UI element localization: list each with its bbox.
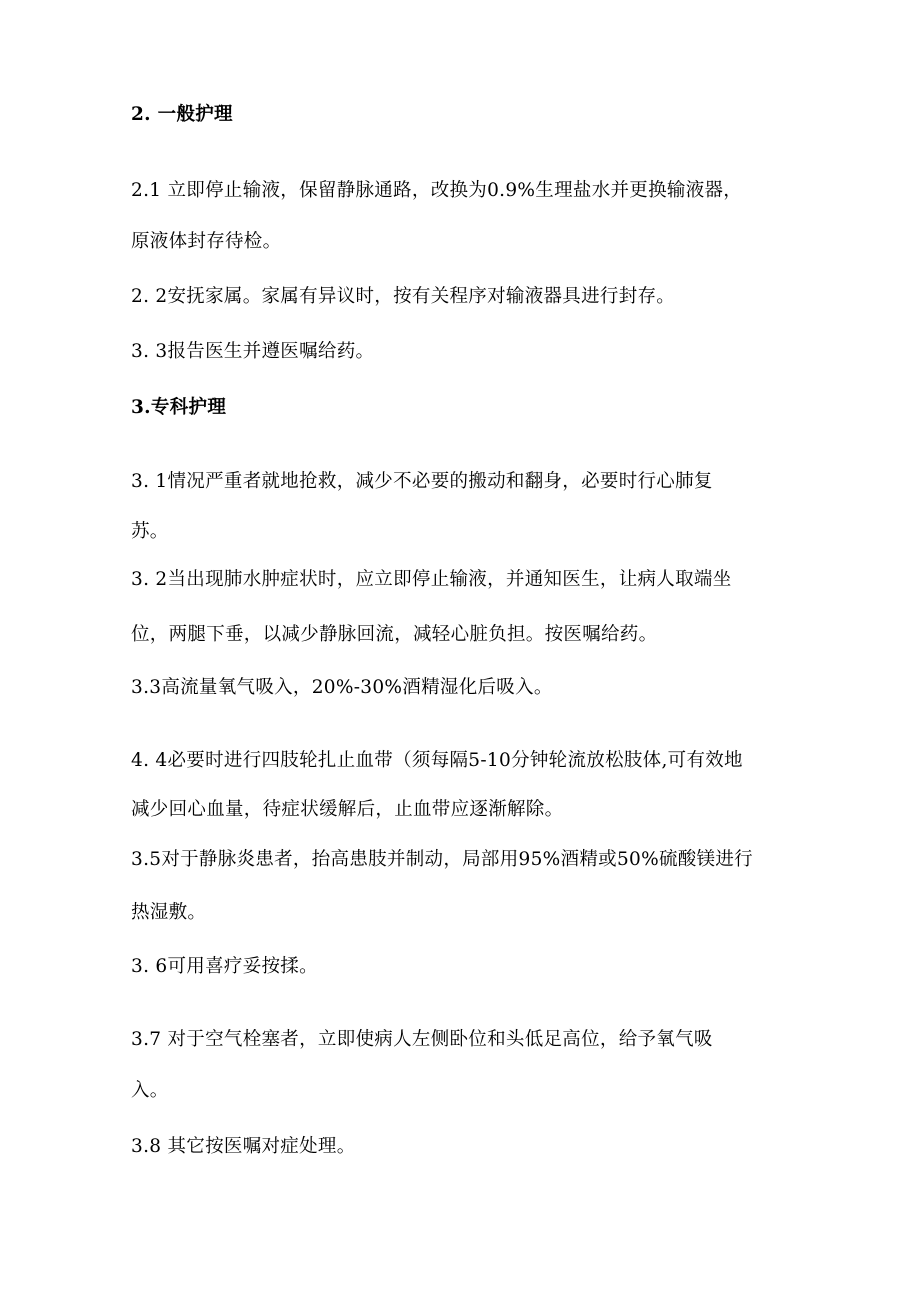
paragraph-line: 3. 2当出现肺水肿症状时，应立即停止输液，并通知医生，让病人取端坐 [131, 569, 732, 590]
paragraph-line: 2.1 立即停止输液，保留静脉通路，改换为0.9%生理盐水并更换输液器， [131, 180, 743, 201]
paragraph-line: 位，两腿下垂，以减少静脉回流，减轻心脏负担。按医嘱给药。 [131, 624, 658, 645]
paragraph-line: 3. 6可用喜疗妥按揉。 [131, 956, 318, 977]
paragraph-line: 减少回心血量，待症状缓解后，止血带应逐渐解除。 [131, 799, 564, 820]
paragraph-line: 苏。 [131, 521, 169, 542]
paragraph-line: 3.3高流量氧气吸入，20%-30%酒精湿化后吸入。 [131, 677, 553, 698]
paragraph-line: 原液体封存待检。 [131, 231, 282, 252]
paragraph-line: 入。 [131, 1080, 169, 1101]
paragraph-line: 3. 1情况严重者就地抢救，减少不必要的搬动和翻身，必要时行心肺复 [131, 471, 713, 492]
paragraph-line: 2. 2安抚家属。家属有异议时，按有关程序对输液器具进行封存。 [131, 286, 676, 307]
paragraph-line: 3.5对于静脉炎患者，抬高患肢并制动，局部用95%酒精或50%硫酸镁进行 [131, 849, 753, 870]
section-heading-general-care: 2. 一般护理 [131, 104, 233, 125]
paragraph-line: 热湿敷。 [131, 902, 207, 923]
paragraph-line: 3. 3报告医生并遵医嘱给药。 [131, 341, 375, 362]
paragraph-line: 3.7 对于空气栓塞者，立即使病人左侧卧位和头低足高位，给予氧气吸 [131, 1029, 713, 1050]
paragraph-line: 4. 4必要时进行四肢轮扎止血带（须每隔5-10分钟轮流放松肢体,可有效地 [131, 750, 743, 771]
section-heading-specialty-care: 3.专科护理 [131, 397, 227, 418]
paragraph-line: 3.8 其它按医嘱对症处理。 [131, 1136, 356, 1157]
